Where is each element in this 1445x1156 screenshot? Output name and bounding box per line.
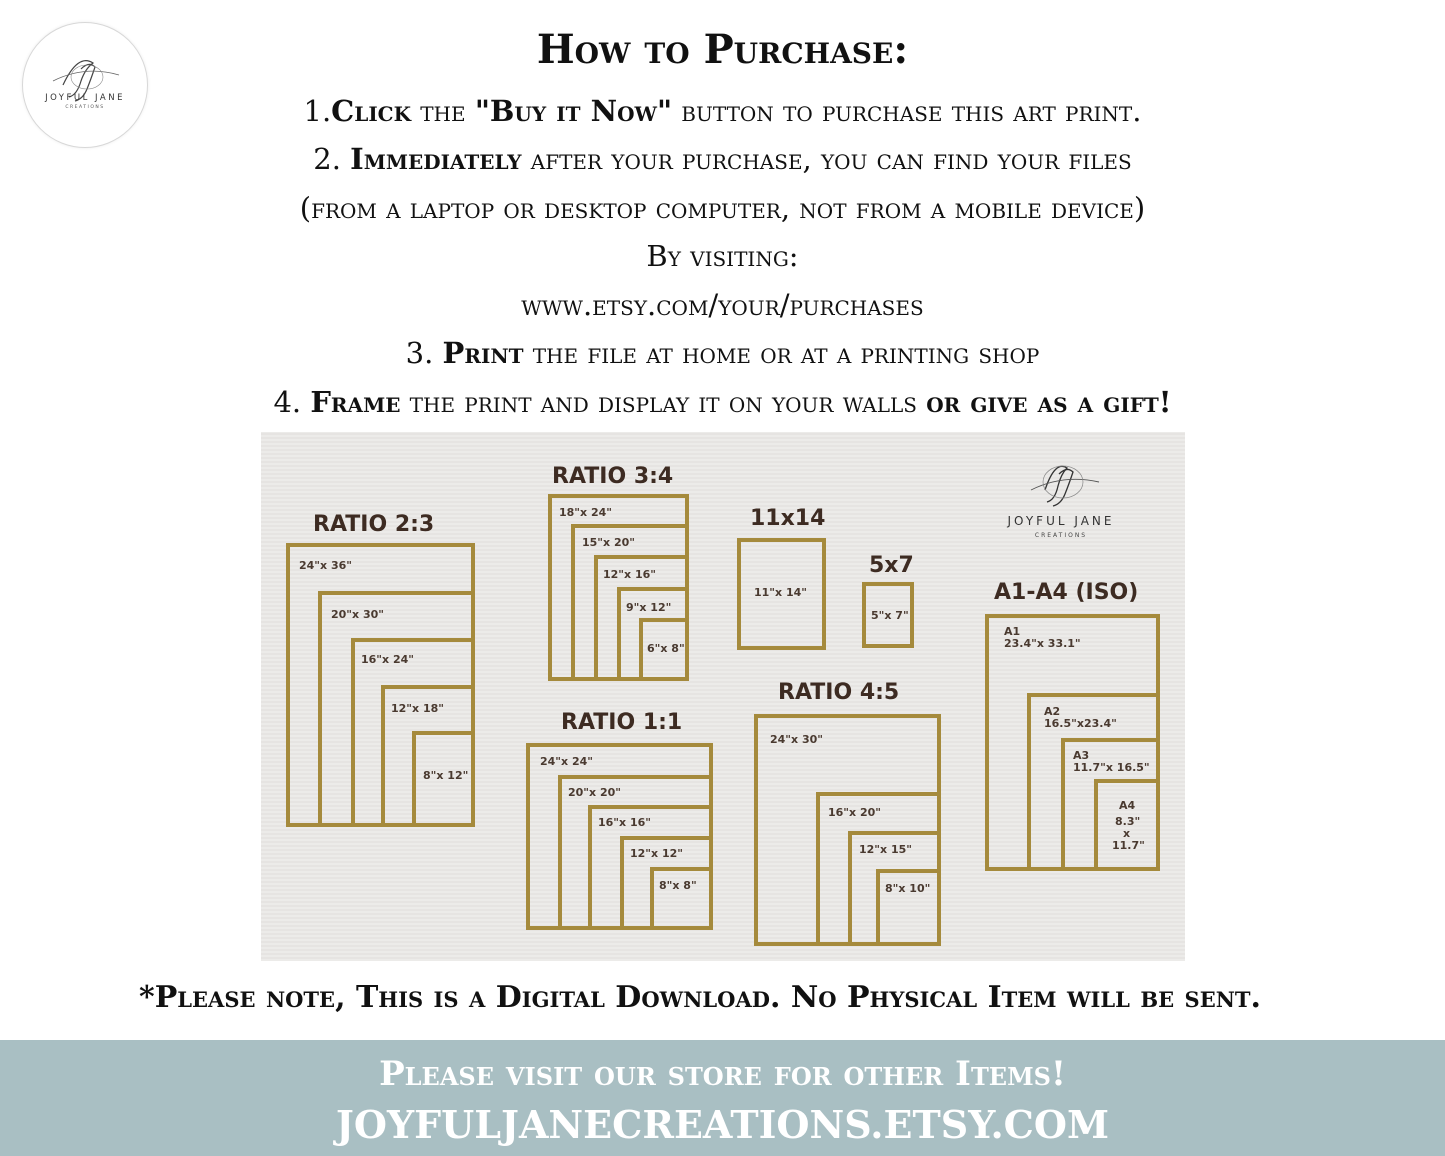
- iso-a2-name: A2: [1044, 705, 1061, 718]
- footer-banner: [0, 1040, 1445, 1156]
- step-2: [0, 141, 1445, 177]
- chart-logo-subtitle: CREATIONS: [1034, 532, 1088, 539]
- size-label: 20"x 30": [331, 608, 385, 621]
- size-label: 11"x 14": [754, 586, 808, 599]
- step-4-text: the print and display it on your walls: [400, 385, 927, 419]
- size-label: 15"x 20": [582, 536, 636, 549]
- iso-a3-size: 11.7"x 16.5": [1073, 761, 1150, 774]
- iso-a4-x: x: [1123, 827, 1131, 840]
- step-3: [0, 335, 1445, 371]
- step-4-gift-emphasis: or give as a gift!: [926, 385, 1172, 419]
- size-label: 8"x 8": [659, 879, 697, 892]
- iso-a1-size: 23.4"x 33.1": [1004, 637, 1081, 650]
- step-1-number: 1.: [303, 94, 332, 128]
- iso-a4-height: 11.7": [1112, 839, 1145, 852]
- step-2-rest: after your purchase, you can find your files: [521, 142, 1132, 176]
- frame-8x10: [876, 869, 941, 946]
- ratio-1-1-title: RATIO 1:1: [561, 710, 683, 735]
- step-1: [0, 93, 1445, 129]
- iso-a4-width: 8.3": [1115, 815, 1141, 828]
- size-label: 9"x 12": [626, 601, 672, 614]
- size-label: 16"x 24": [361, 653, 415, 666]
- step-4-emphasis: Frame: [310, 385, 401, 419]
- step-2-visit-label: By visiting:: [646, 239, 799, 273]
- size-label: 6"x 8": [647, 642, 685, 655]
- step-4: [0, 384, 1445, 420]
- digital-download-note: *Please note, This is a Digital Download. No Physical Item will be sent.: [139, 980, 1261, 1015]
- step-4-number: 4.: [273, 385, 311, 419]
- iso-a3-name: A3: [1073, 749, 1090, 762]
- purchases-url[interactable]: www.etsy.com/your/purchases: [521, 288, 924, 322]
- step-3-number: 3.: [405, 336, 443, 370]
- monogram-icon: [1001, 446, 1121, 516]
- size-label: 5"x 7": [871, 609, 909, 622]
- step-1-emphasis: Click: [331, 94, 411, 128]
- ratio-2-3-title: RATIO 2:3: [313, 512, 435, 537]
- step-1-rest: button to purchase this art print.: [672, 94, 1142, 128]
- iso-a4-name: A4: [1119, 799, 1136, 812]
- footer-visit-text: Please visit our store for other Items!: [379, 1054, 1066, 1094]
- size-label: 18"x 24": [559, 506, 613, 519]
- size-label: 16"x 16": [598, 816, 652, 829]
- chart-logo: [1001, 446, 1121, 546]
- size-label: 12"x 15": [859, 843, 913, 856]
- step-1-text: the: [410, 94, 475, 128]
- size-label: 20"x 20": [568, 786, 622, 799]
- iso-a1-name: A1: [1004, 625, 1021, 638]
- size-label: 24"x 30": [770, 733, 824, 746]
- logo-subtitle: CREATIONS: [65, 105, 105, 110]
- size-label: 12"x 12": [630, 847, 684, 860]
- page-title: How to Purchase:: [536, 26, 909, 73]
- ratio-4-5-title: RATIO 4:5: [778, 680, 900, 705]
- step-2-device-note: (from a laptop or desktop computer, not from a mobile device): [299, 191, 1146, 225]
- step-2-number: 2.: [313, 142, 351, 176]
- frame-8x8: [650, 867, 713, 930]
- step-3-rest: the file at home or at a printing shop: [523, 336, 1040, 370]
- store-url-link[interactable]: JOYFULJANECREATIONS.ETSY.COM: [335, 1102, 1110, 1147]
- iso-title: A1-A4 (ISO): [994, 580, 1139, 605]
- size-label: 8"x 10": [885, 882, 931, 895]
- size-label: 12"x 16": [603, 568, 657, 581]
- size-label: 8"x 12": [423, 769, 469, 782]
- chart-logo-name: JOYFUL JANE: [1007, 514, 1115, 528]
- step-3-emphasis: Print: [442, 336, 524, 370]
- size-label: 16"x 20": [828, 806, 882, 819]
- iso-a2-size: 16.5"x23.4": [1044, 717, 1117, 730]
- step-2-emphasis: Immediately: [350, 142, 522, 176]
- size-11x14-title: 11x14: [750, 506, 826, 531]
- logo-name: JOYFUL JANE: [45, 93, 125, 103]
- size-label: 24"x 36": [299, 559, 353, 572]
- size-chart-image: [261, 432, 1185, 961]
- size-label: 12"x 18": [391, 702, 445, 715]
- ratio-3-4-title: RATIO 3:4: [552, 464, 674, 489]
- step-1-button-name: "Buy it Now": [474, 94, 673, 128]
- size-5x7-title: 5x7: [869, 553, 914, 578]
- size-label: 24"x 24": [540, 755, 594, 768]
